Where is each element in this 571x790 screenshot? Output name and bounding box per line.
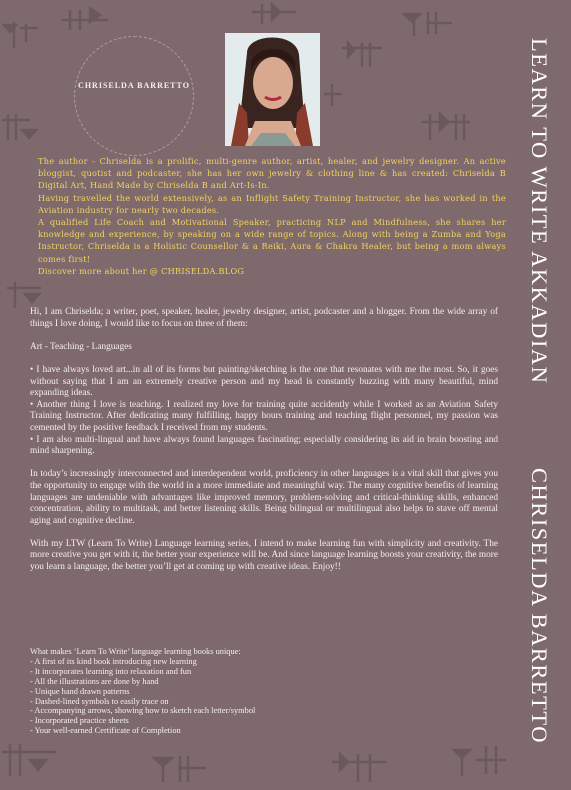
list-item: - Dashed-lined symbols to easily trace on <box>30 696 169 706</box>
list-item: - Incorporated practice sheets <box>30 716 129 726</box>
logo-name: CHRISELDA BARRETTO <box>78 81 190 90</box>
world-paragraph: In today’s increasingly interconnected and interdependent world, proficiency in other languages is a vital skill that gives you the opportunity to engage with the world in a more immediate and meaningful way. The many cognitive benefits of learning languages are undeniable with advantages like improved memory, problem-solving and critical-thinking skills, enhanced concentration, ability to multitask, and better listening skills. Being bilingual or multilingual also helps to stave off mental aging and cognitive decline. <box>30 469 498 526</box>
features-list <box>30 657 330 736</box>
list-item: - Your well-earned Certificate of Completion <box>30 726 181 736</box>
author-photo <box>225 33 320 146</box>
spine-title: LEARN TO WRITE AKKADIAN <box>527 38 552 385</box>
cuneiform-glyph-icon <box>0 740 60 780</box>
cuneiform-glyph-icon <box>450 740 510 780</box>
list-item: - A first of its kind book introducing new learning <box>30 656 197 666</box>
art-bullet: • I have always loved art...in all of its forms but painting/sketching is the one that resonates with me the most. So, it goes without saying that I am an extremely creative person and my head is constantly buzzing with many beautiful, mind expanding ideas. <box>30 364 498 399</box>
bio-line: A qualified Life Coach and Motivational Speaker, practicing NLP and Mindfulness, she shares her knowledge and experience, by speaking on a wide range of topics. Along with being a Zumba and Yoga Instructor, Chriselda is a Holistic Counsellor & a Reiki, Aura & Chakra Healer, but being a mom always comes first! <box>38 217 506 264</box>
cuneiform-glyph-icon <box>420 110 475 145</box>
intro-paragraph: Hi, I am Chriselda; a writer, poet, speaker, healer, jewelry designer, artist, podcaster and a blogger. From the wide array of things I love doing, I would like to focus on three of them: <box>30 307 498 329</box>
spine-author: CHRISELDA BARRETTO <box>527 468 552 744</box>
cuneiform-glyph-icon <box>60 5 110 35</box>
author-bio <box>38 155 506 277</box>
focus-heading: Art - Teaching - Languages <box>30 341 132 352</box>
book-spine <box>524 38 560 746</box>
languages-bullet: • I am also multi-lingual and have always found languages fascinating; especially considering its aid in brain boosting and mind sharpening. <box>30 434 498 457</box>
logo-ring <box>74 36 194 156</box>
cuneiform-glyph-icon <box>250 2 300 27</box>
main-text <box>30 307 498 574</box>
bio-line: The author - Chriselda is a prolific, multi-genre author, artist, healer, and jewelry designer. An active bloggist, quotist and podcaster, she has her own jewelry & clothing line & has created: Chriselda B Digital Art, Hand Made by Chriselda B and Art-Is-In. <box>38 156 506 191</box>
list-item: - Accompanying arrows, showing how to sketch each letter/symbol <box>30 706 256 716</box>
list-item: - It incorporates learning into relaxation and fun <box>30 666 192 676</box>
author-portrait-icon <box>225 33 320 146</box>
cuneiform-glyph-icon <box>5 280 45 310</box>
list-item: - All the illustrations are done by hand <box>30 676 159 686</box>
list-item: - Unique hand drawn patterns <box>30 686 130 696</box>
cuneiform-glyph-icon <box>150 750 210 785</box>
cuneiform-glyph-icon <box>400 8 455 38</box>
cuneiform-glyph-icon <box>0 110 40 145</box>
features-heading: What makes ‘Learn To Write’ language learning books unique: <box>30 647 241 656</box>
cuneiform-glyph-icon <box>2 20 42 50</box>
author-logo <box>74 36 194 156</box>
cuneiform-glyph-icon <box>340 40 385 70</box>
cuneiform-glyph-icon <box>330 750 390 785</box>
features-section <box>30 647 330 736</box>
series-paragraph: With my LTW (Learn To Write) Language learning series, I intend to make learning fun with simplicity and creativity. The more creative you get with it, the better your experience will be. And since language learning boosts your creativity, the more you learn a language, the better you’ll get at coming up with creative ideas. Enjoy!! <box>30 538 498 573</box>
bio-link: Discover more about her @ CHRISELDA.BLOG <box>38 265 245 276</box>
teaching-bullet: • Another thing I love is teaching. I realized my love for training quite accidently while I worked as an Aviation Safety Training Instructor. After dedicating many fulfilling, happy hours training and teaching flight personnel, my passion was cemented by the positive feedback I received from my students. <box>30 399 498 433</box>
bio-line: Having travelled the world extensively, as an Inflight Safety Training Instructor, she has worked in the Aviation industry for nearly two decades. <box>38 192 506 215</box>
